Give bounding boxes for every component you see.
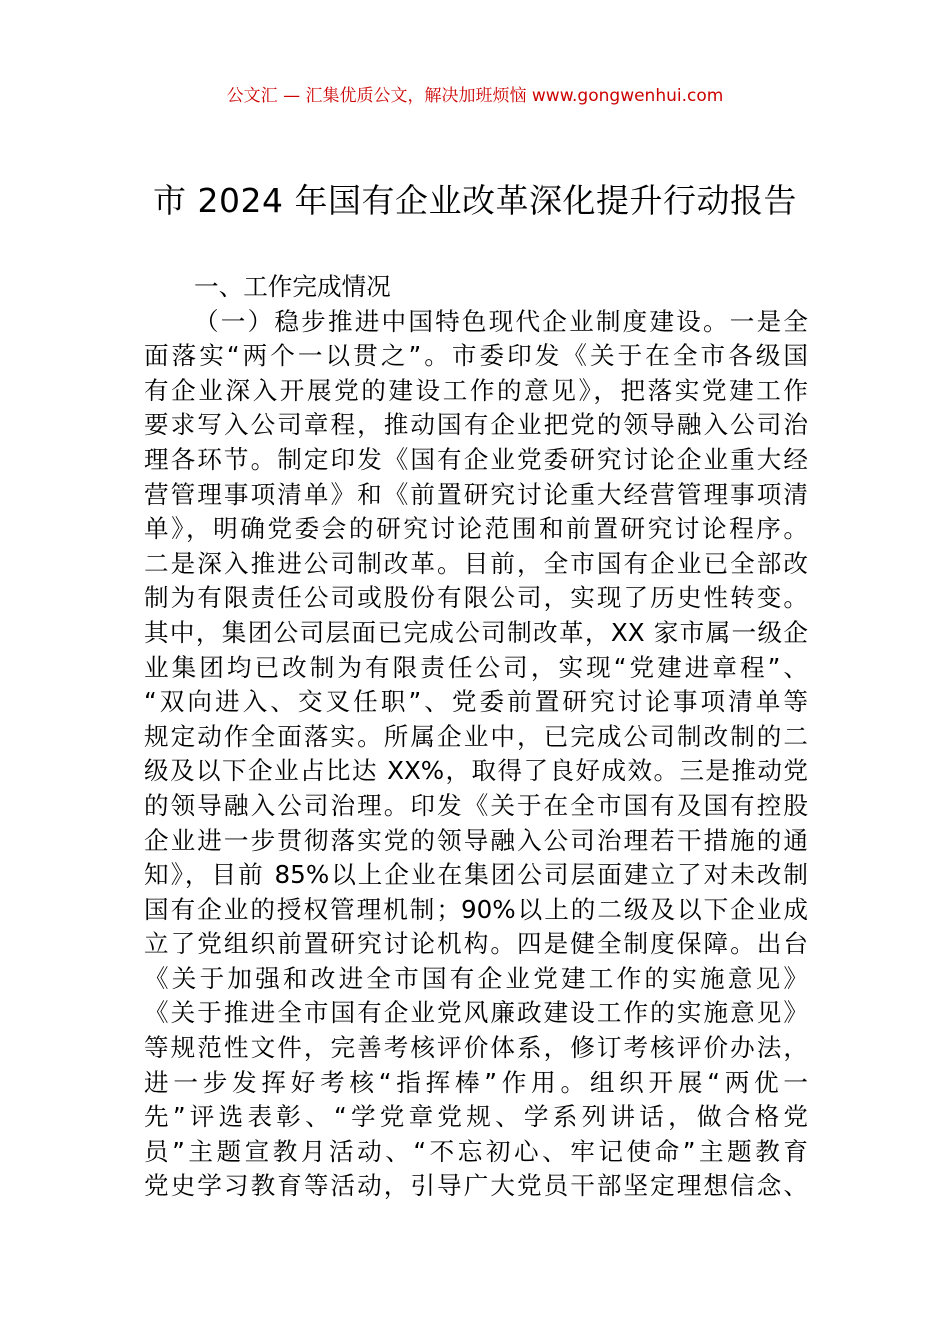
paragraph-line: 《关于加强和改进全市国有企业党建工作的实施意见》 <box>144 963 808 993</box>
paragraph-line: （一）稳步推进中国特色现代企业制度建设。一是全 <box>194 306 808 336</box>
paragraph-line: 《关于推进全市国有企业党风廉政建设工作的实施意见》 <box>144 998 808 1028</box>
paragraph-line: 的领导融入公司治理。印发《关于在全市国有及国有控股 <box>144 790 808 820</box>
paragraph-line: 有企业深入开展党的建设工作的意见》，把落实党建工作 <box>144 375 808 405</box>
paragraph-line: 其中，集团公司层面已完成公司制改革，XX 家市属一级企 <box>144 617 808 647</box>
paragraph-line: 面落实“两个一以贯之”。市委印发《关于在全市各级国 <box>144 341 808 371</box>
document-body <box>144 270 808 1204</box>
paragraph-line: 立了党组织前置研究讨论机构。四是健全制度保障。出台 <box>144 929 808 959</box>
paragraph-line: 理各环节。制定印发《国有企业党委研究讨论企业重大经 <box>144 444 808 474</box>
paragraph-line: 知》，目前 85%以上企业在集团公司层面建立了对未改制 <box>144 860 808 890</box>
paragraph-line: 员”主题宣教月活动、“不忘初心、牢记使命”主题教育 <box>144 1136 808 1166</box>
paragraph-line: “双向进入、交叉任职”、党委前置研究讨论事项清单等 <box>144 687 808 717</box>
paragraph-line: 业集团均已改制为有限责任公司，实现“党建进章程”、 <box>144 652 808 682</box>
paragraph-line: 企业进一步贯彻落实党的领导融入公司治理若干措施的通 <box>144 825 808 855</box>
paragraph-line: 等规范性文件，完善考核评价体系，修订考核评价办法， <box>144 1033 808 1063</box>
header-banner: 公文汇 — 汇集优质公文，解决加班烦恼 www.gongwenhui.com <box>226 86 724 106</box>
paragraph-line: 要求写入公司章程，推动国有企业把党的领导融入公司治 <box>144 410 808 440</box>
paragraph-line: 党史学习教育等活动，引导广大党员干部坚定理想信念、 <box>144 1171 808 1201</box>
paragraph-line: 级及以下企业占比达 XX%，取得了良好成效。三是推动党 <box>144 756 808 786</box>
section-heading: 一、工作完成情况 <box>194 272 391 301</box>
paragraph-line: 先”评选表彰、“学党章党规、学系列讲话，做合格党 <box>144 1102 808 1132</box>
paragraph-line: 规定动作全面落实。所属企业中，已完成公司制改制的二 <box>144 721 808 751</box>
document-title: 市 2024 年国有企业改革深化提升行动报告 <box>153 181 797 220</box>
paragraph-line: 营管理事项清单》和《前置研究讨论重大经营管理事项清 <box>144 479 808 509</box>
paragraph-line: 二是深入推进公司制改革。目前，全市国有企业已全部改 <box>144 548 808 578</box>
paragraph-line: 进一步发挥好考核“指挥棒”作用。组织开展“两优一 <box>144 1067 808 1097</box>
paragraph-line: 制为有限责任公司或股份有限公司，实现了历史性转变。 <box>144 583 808 613</box>
paragraph-line: 国有企业的授权管理机制；90%以上的二级及以下企业成 <box>144 894 808 924</box>
paragraph-line: 单》，明确党委会的研究讨论范围和前置研究讨论程序。 <box>144 514 808 544</box>
